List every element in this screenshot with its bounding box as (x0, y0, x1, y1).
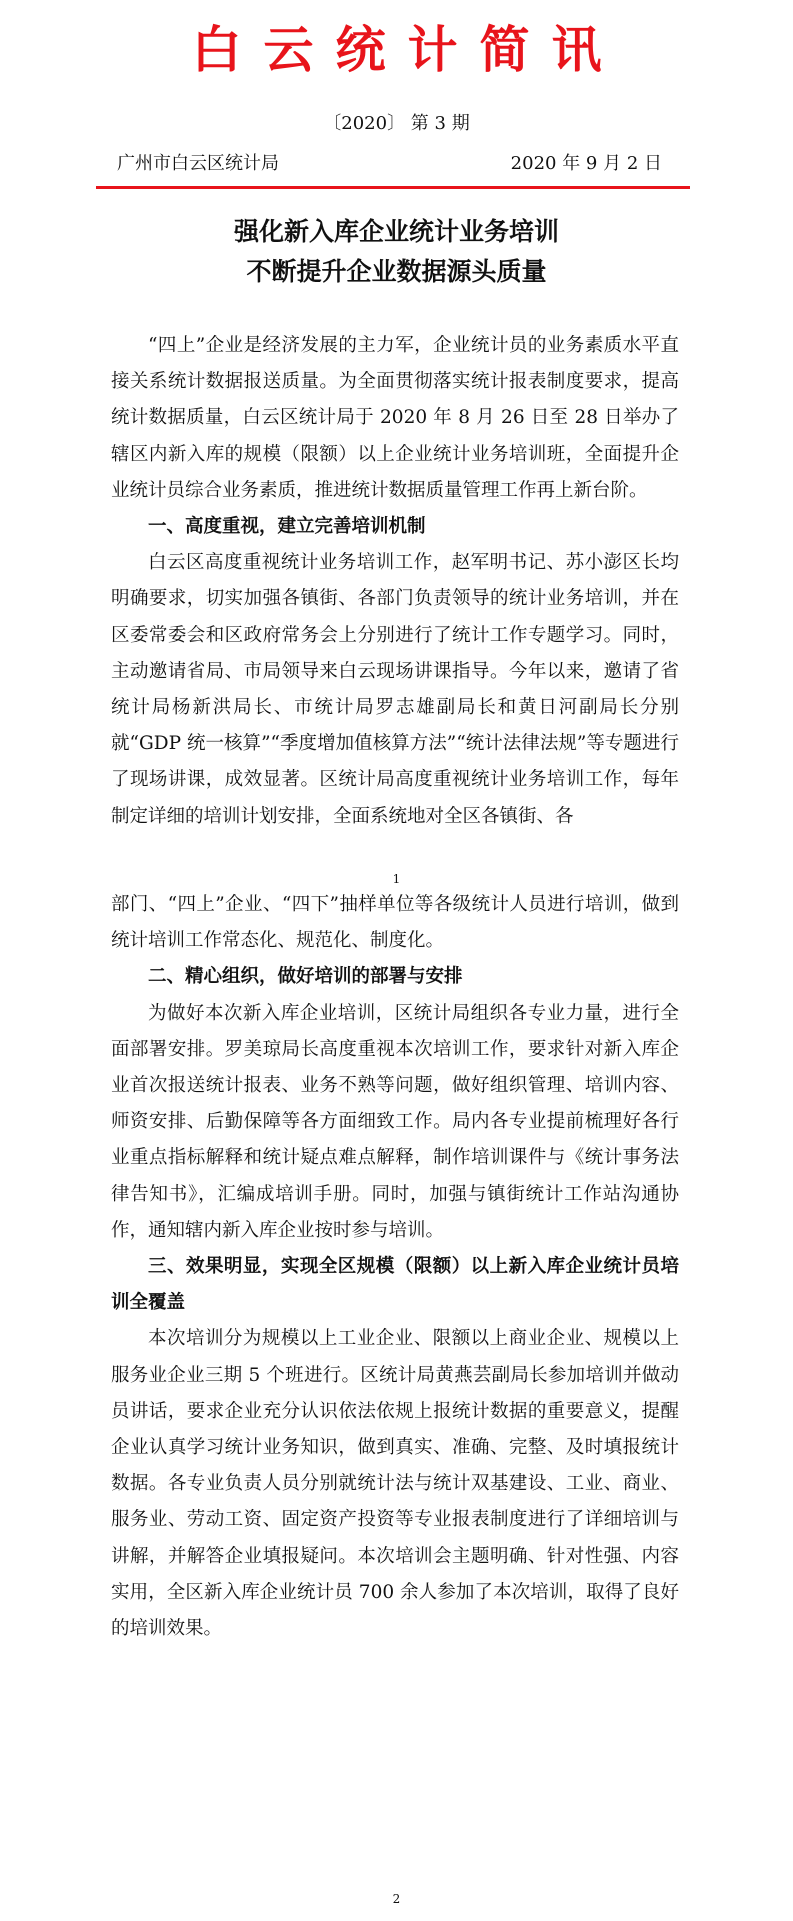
red-divider (96, 186, 690, 189)
masthead-title: 白云统计简讯 (191, 20, 624, 79)
section-1-paragraph-part-1: 白云区高度重视统计业务培训工作，赵军明书记、苏小澎区长均明确要求，切实加强各镇街、各部门负责领导的统计业务培训，并在区委常委会和区政府常务会上分别进行了统计工作专题学习。同时，主动邀请省局、市局领导来白云现场讲课指导。今年以来，邀请了省统计局杨新洪局长、市统计局罗志雄副局长和黄日河副局长分别就“GDP 统一核算”“季度增加值核算方法”“统计法律法规”等专题进行了现场讲课，成效显著。区统计局高度重视统计业务培训工作，每年制定详细的培训计划安排，全面系统地对全区各镇街、各 (111, 552, 679, 827)
page-number-1: 1 (392, 872, 401, 886)
page-number-2: 2 (392, 1892, 401, 1906)
section-1-paragraph-part-2: 部门、“四上”企业、“四下”抽样单位等各级统计人员进行培训，做到统计培训工作常态化、规范化、制度化。 (111, 894, 679, 952)
article-title-line-2: 不断提升企业数据源头质量 (246, 257, 547, 286)
page-one-body (111, 328, 679, 835)
intro-paragraph: “四上”企业是经济发展的主力军，企业统计员的业务素质水平直接关系统计数据报送质量。为全面贯彻落实统计报表制度要求，提高统计数据质量，白云区统计局于 2020 年 8 月 26 日至 28 日举办了辖区内新入库的规模（限额）以上企业统计业务培训班，全面提升企业统计员综合业务素质，推进统计数据质量管理工作再上新台阶。 (111, 335, 679, 501)
article-title (0, 212, 793, 292)
section-3-paragraph: 本次培训分为规模以上工业企业、限额以上商业企业、规模以上服务业企业三期 5 个班进行。区统计局黄燕芸副局长参加培训并做动员讲话，要求企业充分认识依法依规上报统计数据的重要意义，提醒企业认真学习统计业务知识，做到真实、准确、完整、及时填报统计数据。各专业负责人员分别就统计法与统计双基建设、工业、商业、服务业、劳动工资、固定资产投资等专业报表制度进行了详细培训与讲解，并解答企业填报疑问。本次培训会主题明确、针对性强、内容实用，全区新入库企业统计员 700 余人参加了本次培训，取得了良好的培训效果。 (111, 1328, 679, 1640)
section-3-heading: 三、效果明显，实现全区规模（限额）以上新入库企业统计员培训全覆盖 (111, 1256, 679, 1314)
issue-date: 2020 年 9 月 2 日 (510, 153, 662, 174)
issuing-organization: 广州市白云区统计局 (117, 153, 279, 174)
page-two-body (111, 887, 679, 1647)
article-title-line-1: 强化新入库企业统计业务培训 (233, 217, 559, 246)
section-2-paragraph: 为做好本次新入库企业培训，区统计局组织各专业力量，进行全面部署安排。罗美琼局长高度重视本次培训工作，要求针对新入库企业首次报送统计报表、业务不熟等问题，做好组织管理、培训内容、师资安排、后勤保障等各方面细致工作。局内各专业提前梳理好各行业重点指标解释和统计疑点难点解释，制作培训课件与《统计事务法律告知书》，汇编成培训手册。同时，加强与镇街统计工作站沟通协作，通知辖内新入库企业按时参与培训。 (111, 1002, 679, 1241)
section-2-heading: 二、精心组织，做好培训的部署与安排 (148, 966, 463, 988)
section-1-heading: 一、高度重视，建立完善培训机制 (148, 516, 426, 538)
issue-number: 〔2020〕 第 3 期 (323, 113, 470, 134)
